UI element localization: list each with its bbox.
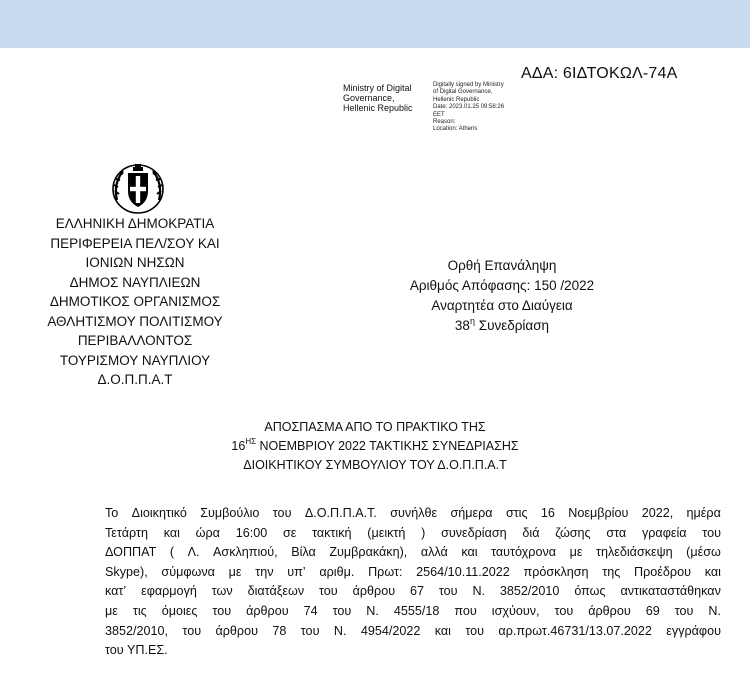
body-word: στα: [606, 525, 627, 540]
body-word: Ν.: [472, 584, 486, 599]
decision-number-label: Αριθμός Απόφασης:: [409, 278, 535, 293]
body-word: του: [319, 584, 338, 599]
body-word: εφαρμογή: [141, 584, 197, 599]
body-word: αριθμ.: [319, 564, 355, 579]
body-word: στις: [505, 506, 528, 520]
body-word: ισχύουν,: [491, 603, 540, 618]
session-superscript: η: [469, 316, 475, 326]
body-word: άρθρου: [352, 584, 396, 599]
heading-date-rest: ΝΟΕΜΒΡΙΟΥ 2022 ΤΑΚΤΙΚΗΣ ΣΥΝΕΔΡΙΑΣΗΣ: [256, 439, 519, 453]
body-paragraph: [105, 504, 721, 661]
body-word: σε: [282, 525, 297, 540]
body-word: Τετάρτη: [105, 525, 148, 540]
body-word: 2022,: [641, 506, 674, 520]
body-word: Ν.: [366, 603, 379, 618]
hellenic-emblem-icon: [109, 160, 167, 216]
body-word: του: [465, 623, 485, 638]
body-word: 16:00: [235, 525, 268, 540]
body-word: κατ’: [105, 584, 127, 599]
body-word: και: [163, 525, 180, 540]
body-word: 69: [645, 603, 660, 618]
body-word: τηλεδιάσκεψη: [595, 545, 673, 560]
session-label: Συνεδρίαση: [474, 318, 550, 333]
body-word: διατάξεων: [247, 584, 305, 599]
signer-line: Governance,: [343, 93, 395, 103]
issuer-line: ΔΗΜΟΤΙΚΟΣ ΟΡΓΑΝΙΣΜΟΣ: [49, 294, 221, 309]
body-word: όμοιες: [161, 603, 198, 618]
digital-signature-signer: [343, 83, 433, 113]
issuer-line: ΑΘΛΗΤΙΣΜΟΥ ΠΟΛΙΤΙΣΜΟΥ: [47, 313, 223, 329]
session-number: 38: [454, 318, 470, 333]
body-word: του: [212, 603, 232, 618]
body-word: Νοεμβρίου: [568, 506, 629, 520]
correction-label: Ορθή Επανάληψη: [447, 258, 557, 273]
issuer-line: ΙΟΝΙΩΝ ΝΗΣΩΝ: [85, 255, 185, 270]
decision-number-line: [372, 276, 632, 296]
body-word: Ζυμβρακάκη),: [329, 545, 408, 560]
body-word: αντικαταστάθηκαν: [620, 584, 721, 599]
issuer-line: ΠΕΡΙΦΕΡΕΙΑ ΠΕΛ/ΣΟΥ ΚΑΙ: [50, 235, 220, 251]
body-word: σύμφωνα: [161, 564, 215, 579]
body-word: του: [300, 623, 320, 638]
issuer-line: ΕΛΛΗΝΙΚΗ ΔΗΜΟΚΡΑΤΙΑ: [55, 216, 215, 231]
heading-line: [120, 437, 630, 456]
body-word: 16: [540, 506, 555, 520]
heading-day-suffix: ΗΣ: [245, 437, 257, 446]
body-word: και: [704, 564, 721, 579]
body-word: διά: [522, 525, 540, 540]
body-word: ταυτόχρονα: [491, 545, 557, 560]
signature-detail-line: of Digital Governance,: [433, 89, 493, 96]
body-word: Ασκληπιού,: [213, 545, 278, 560]
body-word: (μέσω: [686, 545, 721, 560]
body-word: σήμερα: [450, 506, 493, 520]
body-word: τακτική: [312, 525, 352, 540]
viewer-top-bar: [0, 0, 750, 48]
digital-signature-details: [433, 82, 543, 134]
decision-block: [372, 256, 632, 336]
body-line: [105, 582, 721, 602]
body-word: των: [211, 584, 233, 599]
body-word: του: [674, 603, 694, 618]
body-word: εγγράφου: [666, 623, 721, 638]
body-word: (μεικτή: [367, 525, 406, 540]
body-word: και: [434, 623, 451, 638]
signer-line: Ministry of Digital: [343, 83, 412, 93]
body-word: 67: [409, 584, 424, 599]
extract-heading: [120, 418, 630, 475]
body-word: συνήλθε: [390, 506, 438, 520]
body-word: γραφεία: [641, 525, 687, 540]
issuer-line: Δ.Ο.Π.Π.Α.Τ: [97, 372, 173, 387]
body-word: (: [169, 545, 175, 560]
body-word: αλλά: [420, 545, 448, 560]
heading-line: ΑΠΟΣΠΑΣΜΑ ΑΠΟ ΤΟ ΠΡΑΚΤΙΚΟ ΤΗΣ: [264, 420, 486, 434]
publish-note: Αναρτητέα στο Διαύγεια: [431, 298, 573, 313]
body-word: ΔΟΠΠΑΤ: [105, 545, 157, 560]
issuer-block: [24, 214, 246, 390]
body-line: του ΥΠ.ΕΣ.: [105, 643, 168, 658]
body-word: με: [228, 564, 242, 579]
body-word: Πρωτ:: [368, 564, 403, 579]
body-word: που: [454, 603, 477, 618]
body-line: [105, 524, 721, 544]
body-word: του: [332, 603, 352, 618]
body-line: [105, 602, 721, 622]
signer-line: Hellenic Republic: [343, 103, 413, 113]
body-word: αρ.πρωτ.46731/13.07.2022: [498, 623, 652, 638]
issuer-line: ΤΟΥΡΙΣΜΟΥ ΝΑΥΠΛΙΟΥ: [59, 352, 211, 368]
body-word: Ν.: [333, 623, 347, 638]
body-word: άρθρου: [215, 623, 258, 638]
body-word: του: [182, 623, 202, 638]
body-word: της: [602, 564, 621, 579]
heading-line: ΔΙΟΙΚΗΤΙΚΟΥ ΣΥΜΒΟΥΛΙΟΥ ΤΟΥ Δ.Ο.Π.Π.Α.Τ: [243, 458, 507, 472]
body-word: όπως: [574, 584, 606, 599]
signature-detail-line: Reason:: [433, 119, 456, 126]
body-word: Δ.Ο.Π.Π.Α.Τ.: [304, 506, 377, 520]
signature-detail-line: Hellenic Republic: [433, 96, 480, 103]
body-word: Skype),: [105, 564, 148, 579]
body-word: Ν.: [708, 603, 721, 618]
body-word: 74: [303, 603, 318, 618]
signature-detail-line: Location: Athens: [433, 126, 478, 133]
body-word: Το: [105, 506, 119, 520]
body-line: [105, 543, 721, 563]
body-word: άρθρου: [588, 603, 631, 618]
body-word: ημέρα: [686, 506, 721, 520]
issuer-line: ΠΕΡΙΒΑΛΛΟΝΤΟΣ: [77, 333, 193, 348]
body-word: και: [461, 545, 478, 560]
issuer-line: ΔΗΜΟΣ ΝΑΥΠΛΙΕΩΝ: [69, 274, 201, 290]
body-word: με: [105, 603, 118, 618]
body-word: του: [438, 584, 458, 599]
body-word: υπ’: [287, 564, 306, 579]
signature-detail-line: Digitally signed by Ministry: [433, 82, 504, 88]
body-line: [105, 504, 721, 524]
decision-number-value: 150 /2022: [534, 278, 595, 293]
body-word: τις: [132, 603, 147, 618]
body-word: την: [255, 564, 274, 579]
body-line: [105, 563, 721, 583]
body-word: 2564/10.11.2022: [416, 564, 510, 579]
body-word: Λ.: [187, 545, 200, 560]
body-word: του: [554, 603, 574, 618]
ada-code: ΑΔΑ: 6ΙΔΤΟΚΩΛ-74Α: [521, 65, 678, 82]
body-word: ώρα: [195, 525, 220, 540]
body-word: Συμβούλιο: [200, 506, 260, 520]
body-word: 3852/2010: [499, 584, 560, 599]
body-word: 3852/2010,: [105, 623, 169, 638]
body-word: άρθρου: [246, 603, 289, 618]
body-word: συνεδρίαση: [441, 525, 507, 540]
signature-detail-line: Date: 2023.01.25 09:58:26: [433, 104, 505, 111]
body-word: του: [272, 506, 292, 520]
body-word: του: [702, 525, 721, 540]
body-word: 78: [272, 623, 287, 638]
heading-day: 16: [231, 439, 246, 453]
body-word: Προέδρου: [634, 564, 691, 579]
body-word: Διοικητικό: [131, 506, 187, 520]
body-word: ): [421, 525, 426, 540]
signature-detail-line: EET: [433, 111, 445, 118]
body-word: ζώσης: [555, 525, 591, 540]
body-word: 4954/2022: [360, 623, 421, 638]
body-line: [105, 622, 721, 642]
body-word: 4555/18: [393, 603, 440, 618]
body-word: με: [569, 545, 583, 560]
body-word: Βίλα: [291, 545, 316, 560]
body-word: πρόσκληση: [523, 564, 589, 579]
session-line: [372, 316, 632, 336]
